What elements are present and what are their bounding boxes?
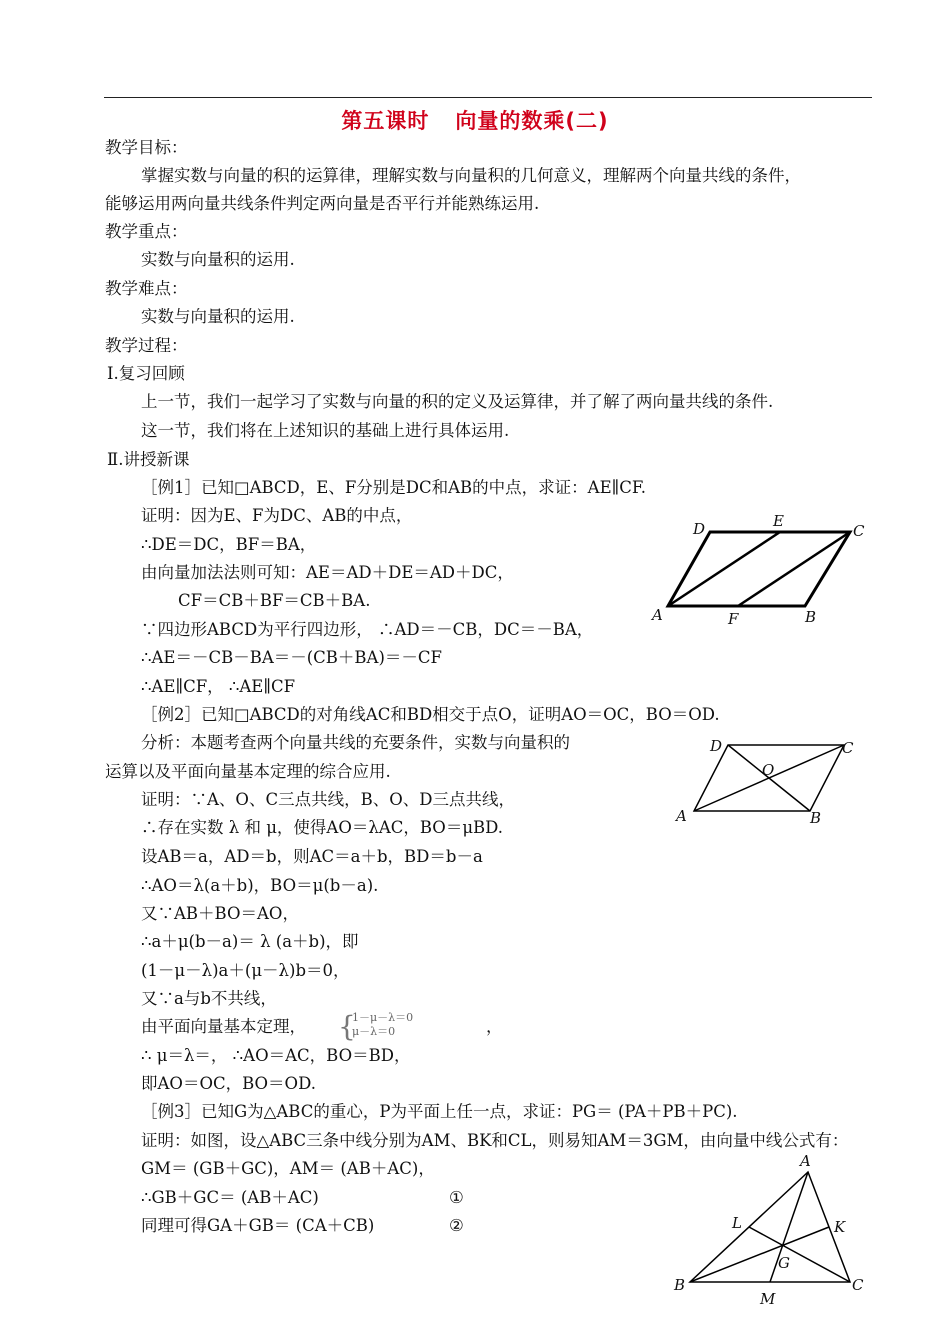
example2-line: ∴存在实数 λ 和 μ，使得AO＝λAC，BO＝μBD.: [141, 818, 504, 837]
label-f: F: [728, 610, 739, 628]
example1-line: ∴AE∥CF， ∴AE∥CF: [141, 677, 296, 696]
example2-line: (1－μ－λ)a＋(μ－λ)b＝0，: [141, 961, 350, 980]
example2-line: 证明：∵A、O、C三点共线，B、O、D三点共线，: [141, 790, 515, 809]
label-b: B: [810, 809, 822, 827]
label-c: C: [842, 739, 854, 757]
title-sub: 向量的数乘(二): [455, 109, 609, 133]
example2-line: ∴AO＝λ(a＋b)，BO＝μ(b－a).: [141, 876, 379, 895]
difficulty-text: 实数与向量积的运用.: [141, 307, 295, 326]
example2-line: 即AO＝OC，BO＝OD.: [141, 1074, 316, 1093]
label-m: M: [760, 1290, 776, 1308]
example2-line: 又∵a与b不共线，: [141, 989, 277, 1008]
key-heading: 教学重点：: [105, 222, 188, 241]
label-a: A: [800, 1152, 811, 1170]
system-brace: {: [338, 1010, 356, 1043]
segment-fc: [738, 532, 850, 606]
review-heading: Ⅰ.复习回顾: [107, 364, 185, 383]
goal-line-1: 掌握实数与向量的积的运算律，理解实数与向量积的几何意义，理解两个向量共线的条件，: [141, 166, 801, 185]
label-c: C: [853, 522, 865, 540]
example1-line: ∴AE＝－CB－BA＝－(CB＋BA)＝－CF: [141, 648, 442, 667]
triangle-abc: [690, 1172, 850, 1282]
title-main: 第五课时: [341, 109, 430, 133]
example1-line: 证明：因为E、F为DC、AB的中点，: [141, 506, 413, 525]
example2-line: 设AB＝a，AD＝b，则AC＝a＋b，BD＝b－a: [141, 847, 483, 866]
label-o: O: [762, 761, 775, 779]
example1-statement: ［例1］已知□ABCD，E、F分别是DC和AB的中点，求证：AE∥CF.: [141, 478, 647, 497]
label-a: A: [652, 606, 663, 624]
parallelogram-abcd: [668, 532, 850, 606]
label-b: B: [805, 608, 817, 626]
label-l: L: [732, 1214, 742, 1232]
page-title: [0, 105, 950, 135]
label-a: A: [676, 807, 687, 825]
example2-analysis-2: 运算以及平面向量基本定理的综合应用.: [105, 762, 391, 781]
review-line-1: 上一节，我们一起学习了实数与向量的积的定义及运算律，并了解了两向量共线的条件.: [141, 392, 774, 411]
goal-line-2: 能够运用两向量共线条件判定两向量是否平行并能熟练运用.: [105, 194, 540, 213]
example2-line: 由平面向量基本定理，: [141, 1017, 306, 1036]
parallelogram-figure-1: [650, 510, 870, 630]
equation-mark-2: ②: [449, 1216, 464, 1235]
label-b: B: [674, 1276, 686, 1294]
process-heading: 教学过程：: [105, 336, 188, 355]
new-lesson-heading: Ⅱ.讲授新课: [107, 450, 190, 469]
parallelogram-figure-2: [672, 733, 872, 827]
label-e: E: [773, 512, 784, 530]
example2-analysis-1: 分析：本题考查两个向量共线的充要条件，实数与向量积的: [141, 733, 570, 752]
segment-ae: [668, 532, 780, 606]
goal-heading: 教学目标：: [105, 138, 188, 157]
example2-line: ∴a＋μ(b－a)＝ λ (a＋b)，即: [141, 932, 359, 951]
system-line-1: 1－μ－λ＝0: [352, 1011, 414, 1024]
label-k: K: [834, 1218, 846, 1236]
example1-line: 由向量加法法则可知：AE＝AD＋DE＝AD＋DC，: [141, 563, 514, 582]
example2-line: 又∵AB＋BO＝AO，: [141, 904, 299, 923]
header-rule: [104, 97, 872, 98]
example1-line: ∴DE＝DC，BF＝BA，: [141, 535, 317, 554]
median-bk: [690, 1227, 829, 1282]
example2-statement: ［例2］已知□ABCD的对角线AC和BD相交于点O，证明AO＝OC，BO＝OD.: [141, 705, 720, 724]
example3-statement: ［例3］已知G为△ABC的重心，P为平面上任一点，求证：PG＝ (PA＋PB＋PC).: [141, 1102, 738, 1121]
example3-line: 同理可得GA＋GB＝ (CA＋CB): [141, 1216, 375, 1235]
example3-line: 证明：如图，设△ABC三条中线分别为AM、BK和CL，则易知AM＝3GM，由向量中线公式有：: [141, 1131, 849, 1150]
example3-line: ∴GB＋GC＝ (AB＋AC): [141, 1188, 319, 1207]
difficulty-heading: 教学难点：: [105, 279, 188, 298]
label-d: D: [710, 737, 723, 755]
triangle-figure: [668, 1152, 868, 1312]
equation-mark-1: ①: [449, 1188, 464, 1207]
system-line-2: μ－λ＝0: [352, 1025, 396, 1038]
example2-line: ∴ μ＝λ＝， ∴AO＝AC，BO＝BD，: [141, 1046, 411, 1065]
key-text: 实数与向量积的运用.: [141, 250, 295, 269]
example1-line: CF＝CB＋BF＝CB＋BA.: [178, 591, 371, 610]
review-line-2: 这一节，我们将在上述知识的基础上进行具体运用.: [141, 421, 510, 440]
label-g: G: [778, 1254, 790, 1272]
example1-line: ∵四边形ABCD为平行四边形， ∴AD＝－CB，DC＝－BA，: [141, 620, 594, 639]
system-tail: ，: [486, 1017, 503, 1036]
label-d: D: [693, 520, 706, 538]
label-c: C: [852, 1276, 864, 1294]
example3-line: GM＝ (GB＋GC)，AM＝ (AB＋AC)，: [141, 1159, 435, 1178]
